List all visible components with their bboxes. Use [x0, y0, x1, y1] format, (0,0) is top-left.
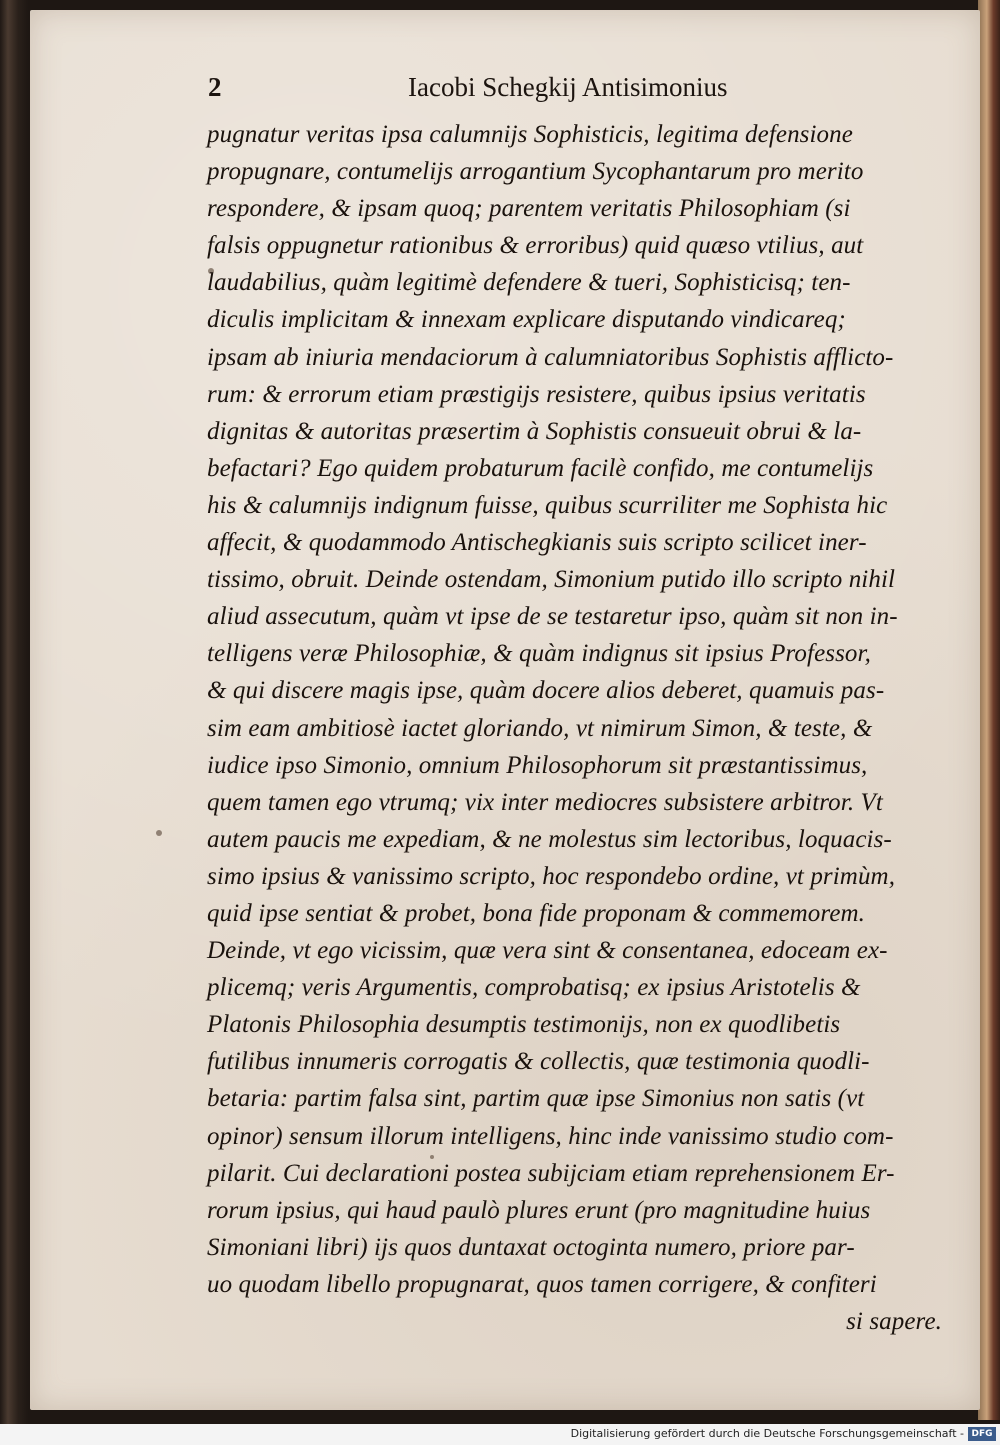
text-line: quid ipse sentiat & probet, bona fide proponam & commemorem. [207, 899, 866, 927]
text-line: iudice ipso Simonio, omnium Philosophorum sit præstantissimus, [207, 751, 868, 779]
text-line: quem tamen ego vtrumq; vix inter mediocres subsistere arbitror. Vt [207, 788, 883, 816]
text-line: betaria: partim falsa sint, partim quæ ipse Simonius non satis (vt [207, 1085, 865, 1113]
text-line: his & calumnijs indignum fuisse, quibus scurriliter me Sophista hic [207, 491, 888, 519]
text-line: simo ipsius & vanissimo scripto, hoc respondebo ordine, vt primùm, [207, 862, 896, 890]
text-line: befactari? Ego quidem probaturum facilè confido, me contumelijs [207, 454, 874, 482]
text-line: plicemq; veris Argumentis, comprobatisq; ex ipsius Aristotelis & [207, 974, 861, 1002]
dfg-logo-icon: DFG [968, 1427, 996, 1441]
text-line: Deinde, vt ego vicissim, quæ vera sint & consentanea, edoceam ex- [207, 937, 888, 965]
text-line: aliud assecutum, quàm vt ipse de se testaretur ipso, quàm sit non in- [207, 603, 898, 631]
catchword-line: si sapere. [846, 1308, 942, 1335]
book-edge [978, 0, 1000, 1420]
text-line: uo quodam libello propugnarat, quos tamen corrigere, & confiteri [207, 1270, 877, 1298]
text-line: diculis implicitam & innexam explicare disputando vindicareq; [207, 306, 846, 334]
text-line: pugnatur veritas ipsa calumnijs Sophisticis, legitima defensione [207, 121, 853, 148]
text-line: tissimo, obruit. Deinde ostendam, Simonium putido illo scripto nihil [207, 566, 896, 594]
funding-credit: Digitalisierung gefördert durch die Deutsche Forschungsgemeinschaft - [570, 1427, 964, 1440]
text-line: futilibus innumeris corrogatis & collectis, quæ testimonia quodli- [207, 1048, 870, 1076]
digitization-footer [0, 1424, 1000, 1445]
text-line: dignitas & autoritas præsertim à Sophistis consueuit obrui & la- [207, 417, 862, 445]
text-line: & qui discere magis ipse, quàm docere alios deberet, quamuis pas- [207, 677, 885, 705]
text-line: opinor) sensum illorum intelligens, hinc inde vanissimo studio com- [207, 1122, 894, 1150]
text-line: ipsam ab iniuria mendaciorum à calumniatoribus Sophistis afflicto- [207, 343, 894, 371]
text-line: rorum ipsius, qui haud paulò plures erunt (pro magnitudine huius [207, 1196, 871, 1224]
paper-spot [156, 830, 162, 836]
running-head [208, 72, 758, 112]
page-number: 2 [208, 72, 222, 102]
body-text [207, 116, 942, 1340]
text-line: Platonis Philosophia desumptis testimonijs, non ex quodlibetis [207, 1011, 841, 1039]
text-line: pilarit. Cui declarationi postea subijciam etiam reprehensionem Er- [207, 1159, 895, 1187]
text-line: sim eam ambitiosè iactet gloriando, vt nimirum Simon, & teste, & [207, 714, 873, 742]
text-line: falsis oppugnetur rationibus & erroribus) quid quæso vtilius, aut [207, 232, 864, 260]
text-line: propugnare, contumelijs arrogantium Sycophantarum pro merito [207, 158, 864, 186]
text-line: respondere, & ipsam quoq; parentem veritatis Philosophiam (si [207, 195, 851, 223]
text-line: laudabilius, quàm legitimè defendere & tueri, Sophisticisq; ten- [207, 269, 851, 297]
text-line: rum: & errorum etiam præstigijs resistere, quibus ipsius veritatis [207, 380, 866, 408]
text-line: autem paucis me expediam, & ne molestus sim lectoribus, loquacis- [207, 825, 892, 853]
text-line: affecit, & quodammodo Antischegkianis suis scripto scilicet iner- [207, 529, 867, 557]
running-title: Iacobi Schegkij Antisimonius [408, 72, 728, 102]
text-line: telligens veræ Philosophiæ, & quàm indignus sit ipsius Professor, [207, 640, 871, 668]
text-line: Simoniani libri) ijs quos duntaxat octoginta numero, priore par- [207, 1233, 855, 1261]
